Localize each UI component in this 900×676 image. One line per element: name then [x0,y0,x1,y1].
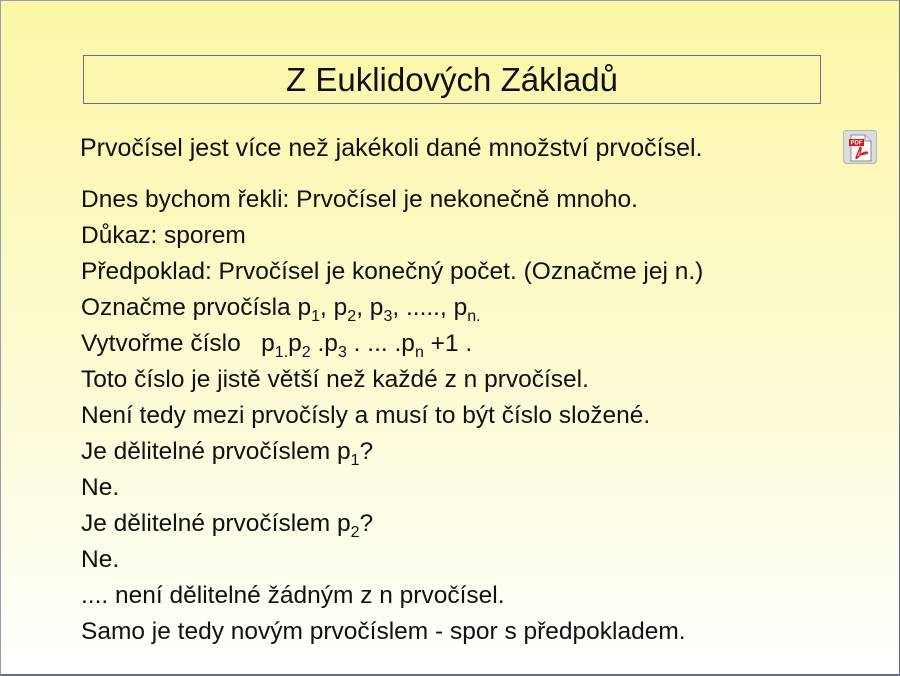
subscript: 3 [383,308,393,325]
text-run: Vytvořme číslo p [81,330,275,357]
text-run: , ....., p [392,294,468,321]
subscript: 1 [350,452,360,469]
slide-title-box [83,55,821,104]
subscript: n. [467,308,481,325]
pdf-document-icon [848,134,874,162]
proof-line-question-p2 [81,506,881,542]
text-run: Označme prvočísla p [81,294,312,321]
subscript: 1. [274,344,289,361]
proof-line-larger: Toto číslo je jistě větší než každé z n prvočísel. [81,366,589,393]
proof-line-statement: Dnes bychom řekli: Prvočísel je nekonečně mnoho. [81,186,638,213]
proof-line-assumption: Předpoklad: Prvočísel je konečný počet. (Označme jej n.) [81,258,704,285]
subscript: n [414,344,424,361]
text-run: . ... .p [346,330,415,357]
text-run: ? [359,438,374,465]
subscript: 2 [350,524,360,541]
svg-text:PDF: PDF [850,140,863,147]
slide-title: Z Euklidových Základů [286,61,618,98]
text-run: +1 . [423,330,473,357]
subscript: 3 [337,344,347,361]
proof-text [81,182,881,650]
proof-line-not-divisible: .... není dělitelné žádným z n prvočísel. [81,582,505,609]
proof-line-construction [81,326,881,362]
proof-line-method: Důkaz: sporem [81,222,246,249]
text-run: , p [356,294,384,321]
pdf-link-button[interactable] [843,130,877,164]
proof-line-composite: Není tedy mezi prvočísly a musí to být číslo složené. [81,402,651,429]
theorem-row [80,130,880,170]
proof-line-question-p1 [81,434,881,470]
proof-line-primes-list [81,290,881,326]
subscript: 2 [347,308,357,325]
proof-line-answer-1: Ne. [81,474,120,501]
text-run: Je dělitelné prvočíslem p [81,438,351,465]
text-run: p [288,330,302,357]
subscript: 2 [301,344,311,361]
theorem-statement: Prvočísel jest více než jakékoli dané množství prvočísel. [80,134,703,162]
proof-line-answer-2: Ne. [81,546,120,573]
text-run: , p [320,294,348,321]
subscript: 1 [311,308,321,325]
proof-line-contradiction: Samo je tedy novým prvočíslem - spor s předpokladem. [81,618,686,645]
text-run: ? [359,510,374,537]
text-run: Je dělitelné prvočíslem p [81,510,351,537]
text-run: .p [310,330,338,357]
